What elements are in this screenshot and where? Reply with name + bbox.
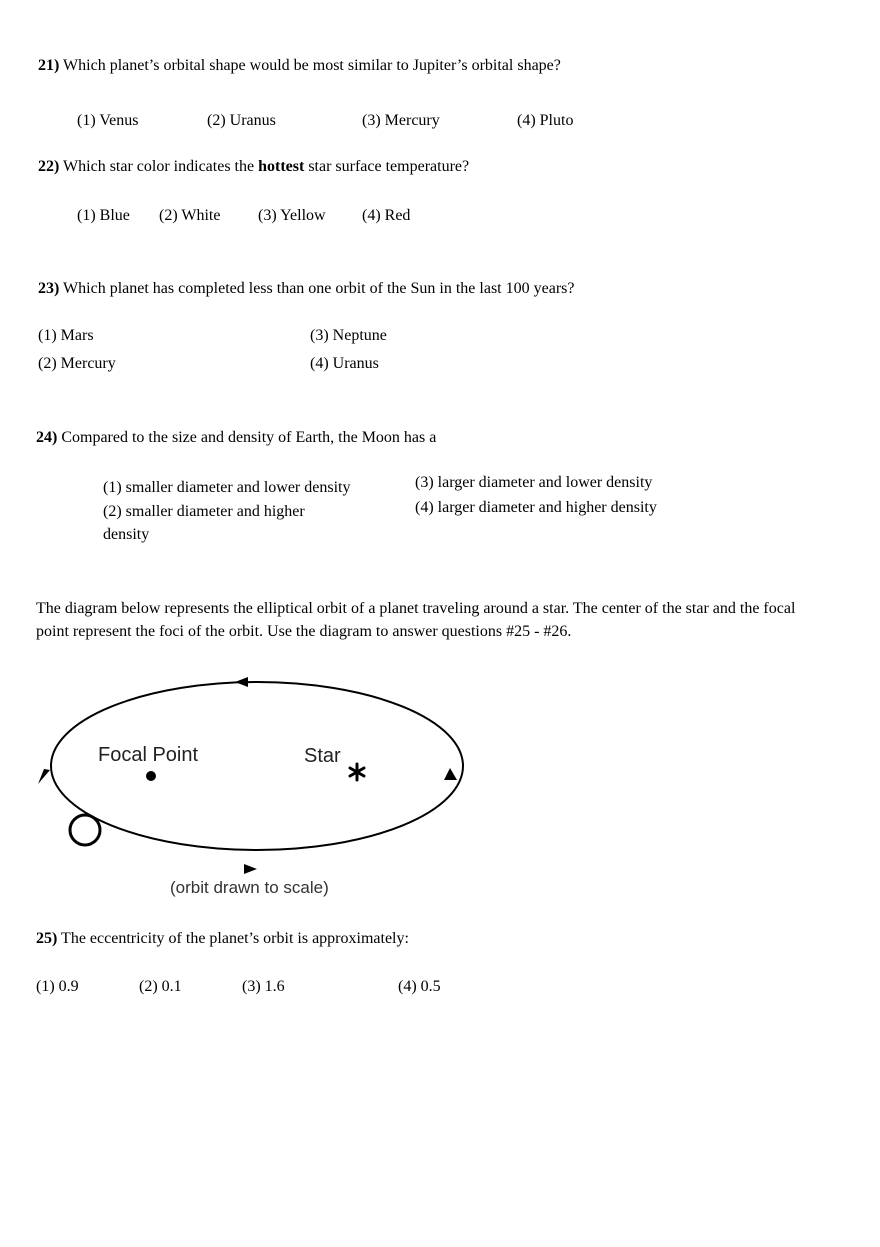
question-22 bbox=[38, 157, 469, 177]
q24-option-3: (3) larger diameter and lower density bbox=[415, 474, 653, 491]
q23-option-1: (1) Mars bbox=[38, 327, 94, 344]
q25-option-3: (3) 1.6 bbox=[242, 978, 285, 995]
q23-option-3: (3) Neptune bbox=[310, 327, 387, 344]
q21-option-2: (2) Uranus bbox=[207, 112, 276, 129]
diagram-intro-paragraph: The diagram below represents the elliptical orbit of a planet traveling around a star. The center of the star and the focal point represent the foci of the orbit. Use the diagram to answer questions #25 - #26. bbox=[36, 600, 796, 640]
planet-circle bbox=[70, 815, 100, 845]
q22-option-3: (3) Yellow bbox=[258, 207, 326, 224]
q21-option-1: (1) Venus bbox=[77, 112, 139, 129]
q22-option-1: (1) Blue bbox=[77, 207, 130, 224]
question-text: Which planet has completed less than one orbit of the Sun in the last 100 years? bbox=[63, 280, 575, 297]
question-text: The eccentricity of the planet’s orbit is approximately: bbox=[61, 930, 409, 947]
orbit-arrow-left bbox=[38, 769, 50, 784]
orbit-arrow-bottom bbox=[244, 864, 257, 874]
q22-option-4: (4) Red bbox=[362, 207, 411, 224]
q23-option-2: (2) Mercury bbox=[38, 355, 116, 372]
focal-point-dot bbox=[146, 771, 156, 781]
orbit-arrow-right bbox=[444, 768, 457, 780]
q25-option-2: (2) 0.1 bbox=[139, 978, 182, 995]
q22-option-2: (2) White bbox=[159, 207, 221, 224]
q25-option-4: (4) 0.5 bbox=[398, 978, 441, 995]
question-number: 25) bbox=[36, 930, 58, 947]
q24-option-2: (2) smaller diameter and higher density bbox=[103, 503, 305, 543]
q21-option-3: (3) Mercury bbox=[362, 112, 440, 129]
q24-option-1: (1) smaller diameter and lower density bbox=[103, 479, 351, 496]
q21-option-4: (4) Pluto bbox=[517, 112, 574, 129]
question-number: 21) bbox=[38, 57, 60, 74]
q24-option-4: (4) larger diameter and higher density bbox=[415, 499, 657, 516]
question-24 bbox=[36, 428, 436, 448]
question-number: 23) bbox=[38, 280, 60, 297]
question-text: Which planet’s orbital shape would be most similar to Jupiter’s orbital shape? bbox=[63, 57, 561, 74]
question-21 bbox=[38, 56, 561, 76]
question-text-bold: hottest bbox=[258, 158, 305, 175]
question-number: 24) bbox=[36, 429, 58, 446]
orbit-caption: (orbit drawn to scale) bbox=[170, 878, 329, 897]
q23-option-4: (4) Uranus bbox=[310, 355, 379, 372]
orbit-ellipse bbox=[51, 682, 463, 850]
question-text: Compared to the size and density of Earth, the Moon has a bbox=[61, 429, 437, 446]
question-number: 22) bbox=[38, 158, 60, 175]
question-text: Which star color indicates the bbox=[63, 158, 259, 175]
star-label: Star bbox=[304, 745, 341, 767]
question-25 bbox=[36, 929, 409, 949]
q25-option-1: (1) 0.9 bbox=[36, 978, 79, 995]
star-icon bbox=[350, 764, 364, 780]
orbit-diagram bbox=[30, 670, 470, 910]
focal-point-label: Focal Point bbox=[98, 744, 199, 766]
orbit-arrow-top bbox=[235, 677, 248, 687]
question-23 bbox=[38, 279, 574, 299]
question-text-end: star surface temperature? bbox=[304, 158, 470, 175]
